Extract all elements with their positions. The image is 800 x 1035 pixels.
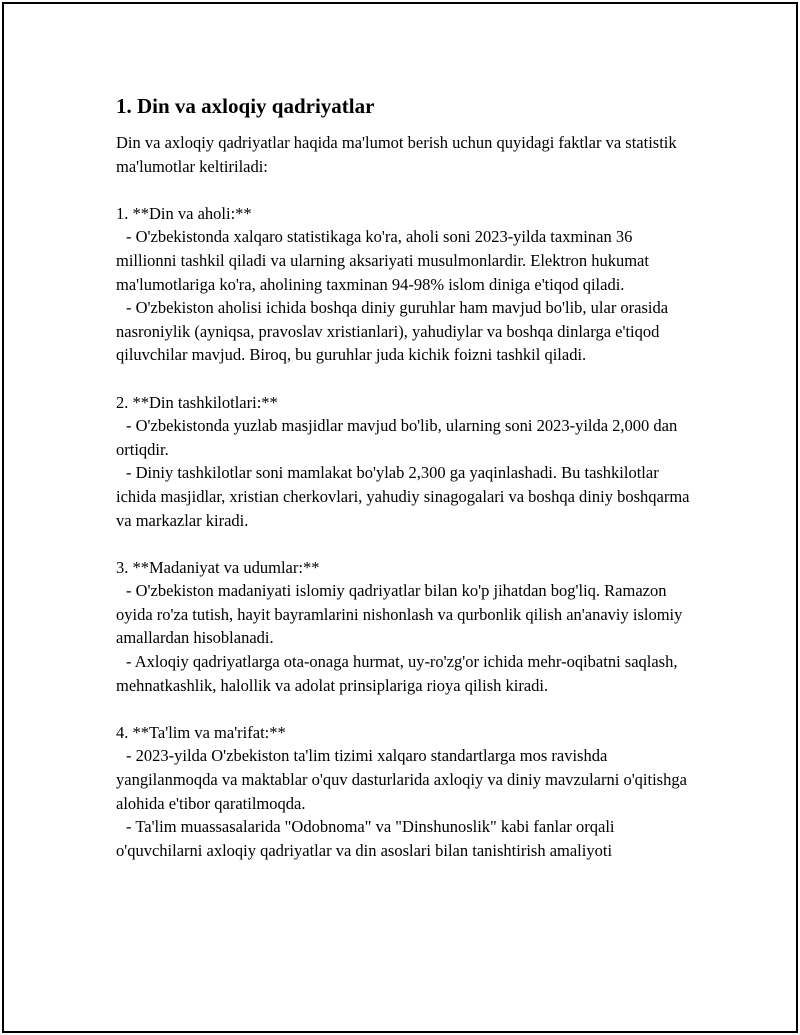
section-title: 4. **Ta'lim va ma'rifat:** [116, 722, 286, 742]
list-item: - O'zbekiston madaniyati islomiy qadriyatlar bilan ko'p jihatdan bog'liq. Ramazon oyida ro'za tutish, hayit bayramlarini nishonlash va qurbonlik qilish an'anaviy islomiy amallardan hisoblanadi. [116, 581, 683, 648]
section-title: 1. **Din va aholi:** [116, 203, 252, 223]
document-heading: 1. Din va axloqiy qadriyatlar [116, 94, 375, 118]
section-title: 3. **Madaniyat va udumlar:** [116, 557, 320, 577]
section-education [116, 721, 696, 863]
section-religious-organizations [116, 391, 696, 533]
list-item: - Ta'lim muassasalarida "Odobnoma" va "Dinshunoslik" kabi fanlar orqali o'quvchilarni axloqiy qadriyatlar va din asoslari bilan tanishtirish amaliyoti [116, 817, 615, 860]
intro-paragraph: Din va axloqiy qadriyatlar haqida ma'lumot berish uchun quyidagi faktlar va statistik ma'lumotlar keltiriladi: [116, 133, 677, 176]
section-title: 2. **Din tashkilotlari:** [116, 392, 278, 412]
section-culture-customs [116, 556, 696, 698]
list-item: - O'zbekistonda yuzlab masjidlar mavjud bo'lib, ularning soni 2023-yilda 2,000 dan ortiqdir. [116, 416, 678, 459]
section-religion-population [116, 202, 696, 367]
list-item: - 2023-yilda O'zbekiston ta'lim tizimi xalqaro standartlarga mos ravishda yangilanmoqda va maktablar o'quv dasturlarida axloqiy va diniy mavzularni o'qitishga alohida e'tibor qaratilmoqda. [116, 746, 687, 813]
document-body [116, 92, 696, 862]
list-item: - O'zbekiston aholisi ichida boshqa diniy guruhlar ham mavjud bo'lib, ular orasida nasroniylik (ayniqsa, pravoslav xristianlari), yahudiylar va boshqa dinlarga e'tiqod qiluvchilar mavjud. Biroq, bu guruhlar juda kichik foizni tashkil qiladi. [116, 298, 669, 365]
list-item: - O'zbekistonda xalqaro statistikaga ko'ra, aholi soni 2023-yilda taxminan 36 millionni tashkil qiladi va ularning aksariyati musulmonlardir. Elektron hukumat ma'lumotlariga ko'ra, aholining taxminan 94-98% islom diniga e'tiqod qiladi. [116, 227, 649, 294]
list-item: - Diniy tashkilotlar soni mamlakat bo'ylab 2,300 ga yaqinlashadi. Bu tashkilotlar ichida masjidlar, xristian cherkovlari, yahudiy sinagogalari va boshqa diniy boshqarma va markazlar kiradi. [116, 463, 690, 530]
list-item: - Axloqiy qadriyatlarga ota-onaga hurmat, uy-ro'zg'or ichida mehr-oqibatni saqlash, mehnatkashlik, halollik va adolat prinsiplariga rioya qilish kiradi. [116, 652, 678, 695]
